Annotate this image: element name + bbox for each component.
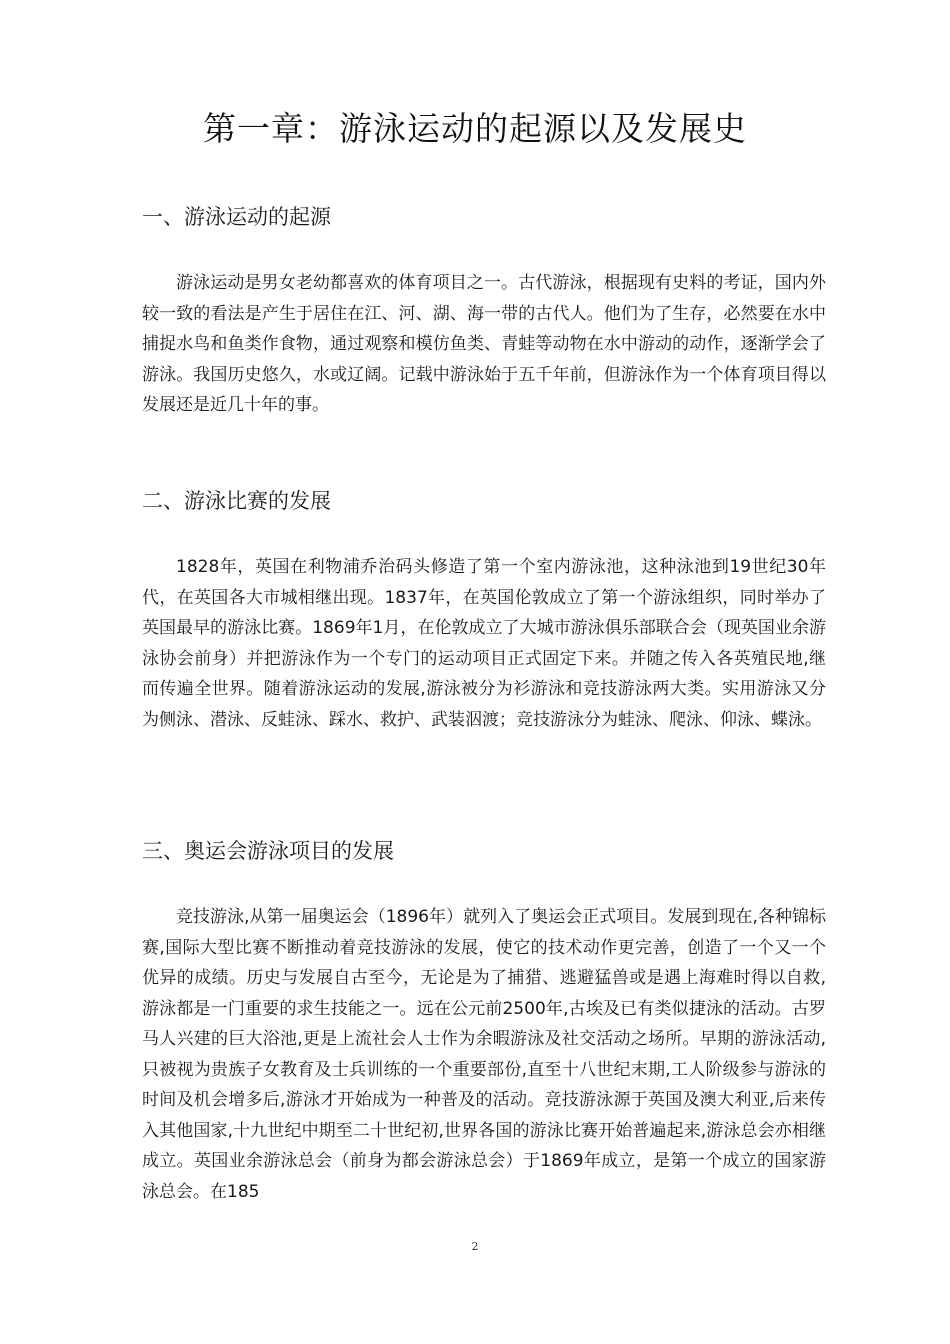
section-heading-competition: 二、游泳比赛的发展 [142,489,331,513]
section-heading-olympics: 三、奥运会游泳项目的发展 [142,839,394,863]
chapter-title: 第一章：游泳运动的起源以及发展史 [203,109,747,148]
section-body-origin: 游泳运动是男女老幼都喜欢的体育项目之一。古代游泳，根据现有史料的考证，国内外较一致的看法是产生于居住在江、河、湖、海一带的古代人。他们为了生存，必然要在水中捕捉水鸟和鱼类作食物，通过观察和模仿鱼类、青蛙等动物在水中游动的动作，逐渐学会了游泳。我国历史悠久，水或辽阔。记载中游泳始于五千年前，但游泳作为一个体育项目得以发展还是近几十年的事。 [142,273,826,415]
section-heading-origin: 一、游泳运动的起源 [142,205,331,229]
section-body-olympics: 竞技游泳,从第一届奥运会（1896年）就列入了奥运会正式项目。发展到现在,各种锦标赛,国际大型比赛不断推动着竞技游泳的发展，使它的技术动作更完善，创造了一个又一个优异的成绩。历史与发展自古至今，无论是为了捕猎、逃避猛兽或是遇上海难时得以自救,游泳都是一门重要的求生技能之一。远在公元前2500年,古埃及已有类似捷泳的活动。古罗马人兴建的巨大浴池,更是上流社会人士作为余暇游泳及社交活动之场所。早期的游泳活动,只被视为贵族子女教育及士兵训练的一个重要部份,直至十八世纪末期,工人阶级参与游泳的时间及机会增多后,游泳才开始成为一种普及的活动。竞技游泳源于英国及澳大利亚,后来传入其他国家,十九世纪中期至二十世纪初,世界各国的游泳比赛开始普遍起来,游泳总会亦相继成立。英国业余游泳总会（前身为都会游泳总会）于1869年成立，是第一个成立的国家游泳总会。在185 [142,907,826,1202]
section-body-competition: 1828年，英国在利物浦乔治码头修造了第一个室内游泳池，这种泳池到19世纪30年代，在英国各大市城相继出现。1837年，在英国伦敦成立了第一个游泳组织，同时举办了英国最早的游泳比赛。1869年1月，在伦敦成立了大城市游泳俱乐部联合会（现英国业余游泳协会前身）并把游泳作为一个专门的运动项目正式固定下来。并随之传入各英殖民地,继而传遍全世界。随着游泳运动的发展,游泳被分为衫游泳和竞技游泳两大类。实用游泳又分为侧泳、潜泳、反蛙泳、踩水、救护、武装泅渡；竞技游泳分为蛙泳、爬泳、仰泳、蝶泳。 [142,557,826,730]
page-number: 2 [471,1240,479,1253]
